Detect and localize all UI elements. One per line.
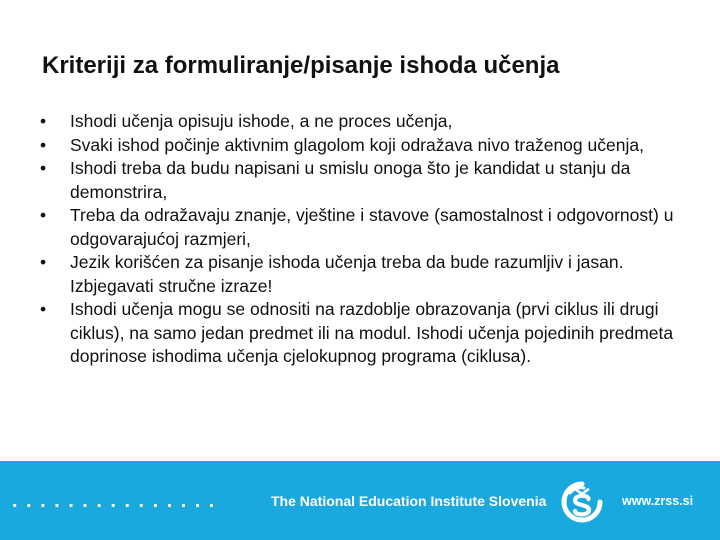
website-link[interactable]: www.zrss.si bbox=[622, 494, 694, 508]
bullet-text: Ishodi učenja opisuju ishode, a ne proces učenja, bbox=[70, 111, 453, 131]
bullet-item bbox=[40, 134, 690, 158]
bullet-text: Ishodi treba da budu napisani u smislu onoga što je kandidat u stanju da demonstrira, bbox=[70, 158, 631, 202]
bullet-item bbox=[40, 298, 690, 369]
bullet-item bbox=[40, 251, 690, 298]
bullet-text: Svaki ishod počinje aktivnim glagolom koji odražava nivo traženog učenja, bbox=[70, 134, 644, 155]
bullet-list bbox=[40, 110, 690, 369]
bullet-text: Jezik korišćen za pisanje ishoda učenja treba da bude razumljiv i jasan. Izbjegavati stručne izraze! bbox=[70, 252, 624, 296]
bullet-text: Ishodi učenja mogu se odnositi na razdoblje obrazovanja (prvi ciklus ili drugi ciklus), na samo jedan predmet ili na modul. Ishodi učenja pojedinih predmeta doprinose ishodima učenja cjelokupnog programa (ciklusa). bbox=[70, 299, 674, 366]
bullet-item bbox=[40, 110, 690, 134]
bullet-text: Treba da odražavaju znanje, vještine i stavove (samostalnost i odgovornost) u odgovarajućoj razmjeri, bbox=[70, 205, 674, 249]
bullet-marker: • bbox=[40, 134, 47, 155]
footer-dots: ............... bbox=[12, 490, 223, 512]
bullet-marker: • bbox=[40, 299, 47, 319]
bullet-item bbox=[40, 204, 690, 251]
bullet-marker: • bbox=[40, 111, 47, 131]
zrss-s-logo-icon bbox=[560, 480, 604, 524]
bullet-marker: • bbox=[40, 252, 47, 272]
bullet-marker: • bbox=[40, 205, 47, 225]
institute-name: The National Education Institute Slovenia bbox=[271, 493, 547, 509]
bullet-item bbox=[40, 157, 690, 204]
bullet-marker: • bbox=[40, 158, 47, 178]
slide-title: Kriteriji za formuliranje/pisanje ishoda učenja bbox=[42, 52, 560, 79]
